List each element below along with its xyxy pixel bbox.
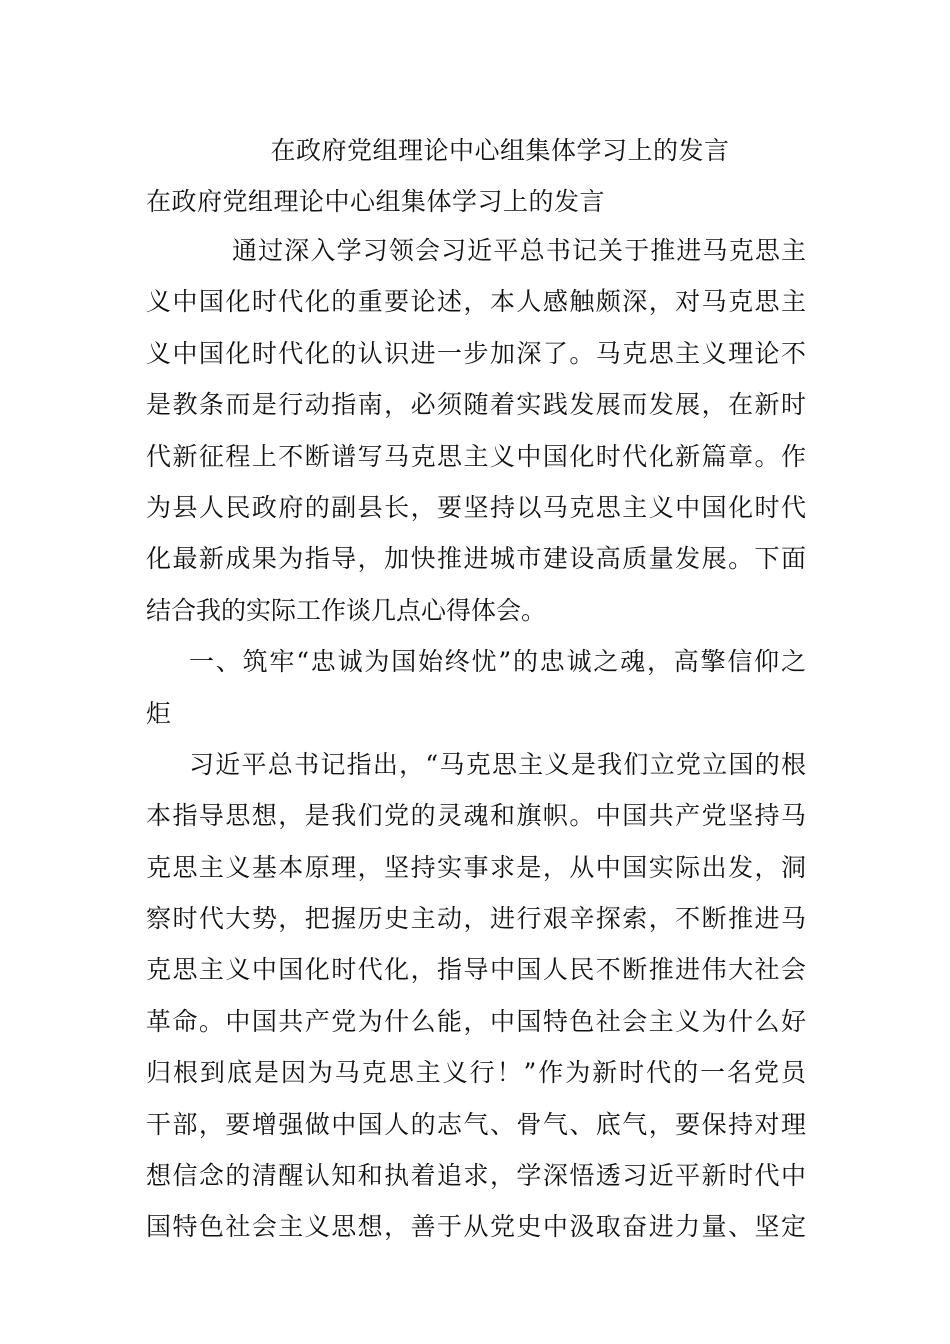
- body-line: 克思主义基本原理，坚持实事求是，从中国实际出发，洞: [146, 852, 806, 882]
- body-line: 义中国化时代化的重要论述，本人感触颇深，对马克思主: [146, 287, 806, 317]
- body-line: 结合我的实际工作谈几点心得体会。: [146, 595, 547, 625]
- body-line: 国特色社会主义思想，善于从党史中汲取奋进力量、坚定: [146, 1212, 806, 1242]
- body-line: 革命。中国共产党为什么能，中国特色社会主义为什么好: [146, 1006, 806, 1036]
- document-subtitle: 在政府党组理论中心组集体学习上的发言: [146, 187, 606, 216]
- body-line: 通过深入学习领会习近平总书记关于推进马克思主: [232, 236, 806, 265]
- body-line: 义中国化时代化的认识进一步加深了。马克思主义理论不: [146, 338, 806, 368]
- body-line: 是教条而是行动指南，必须随着实践发展而发展，在新时: [146, 390, 806, 420]
- body-line: 克思主义中国化时代化，指导中国人民不断推进伟大社会: [146, 955, 806, 985]
- body-line: 代新征程上不断谱写马克思主义中国化时代化新篇章。作: [146, 441, 806, 471]
- section-heading-line: 炬: [146, 698, 172, 728]
- body-line: 干部，要增强做中国人的志气、骨气、底气，要保持对理: [146, 1109, 806, 1139]
- body-line: 想信念的清醒认知和执着追求，学深悟透习近平新时代中: [146, 1161, 806, 1191]
- document-title: 在政府党组理论中心组集体学习上的发言: [270, 136, 730, 165]
- body-line: 察时代大势，把握历史主动，进行艰辛探索，不断推进马: [146, 904, 806, 934]
- body-line: 归根到底是因为马克思主义行！”作为新时代的一名党员: [146, 1058, 806, 1088]
- body-line: 化最新成果为指导，加快推进城市建设高质量发展。下面: [146, 544, 806, 574]
- body-line: 本指导思想，是我们党的灵魂和旗帜。中国共产党坚持马: [146, 801, 806, 831]
- body-line: 习近平总书记指出，“马克思主义是我们立党立国的根: [189, 749, 806, 779]
- body-line: 为县人民政府的副县长，要坚持以马克思主义中国化时代: [146, 492, 806, 522]
- document-body: [146, 233, 806, 1261]
- section-heading-line: 一、筑牢“忠诚为国始终忧”的忠诚之魂，高擎信仰之: [189, 647, 806, 677]
